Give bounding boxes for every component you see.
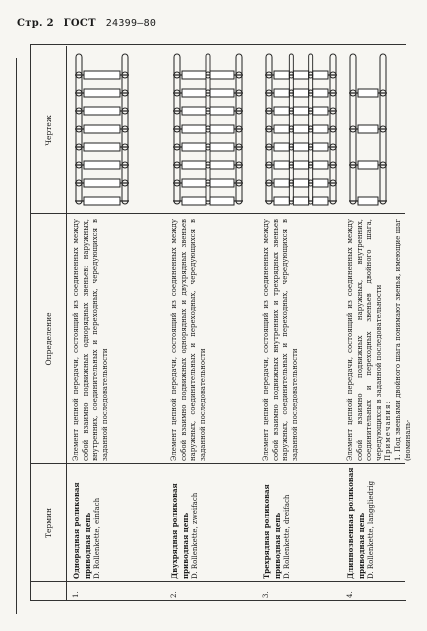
chain-roller <box>293 107 308 115</box>
header-term: Термин <box>44 507 53 539</box>
chain-roller <box>210 179 234 187</box>
chain-roller <box>274 71 289 79</box>
chain-svg <box>170 53 246 211</box>
chain-roller <box>358 89 378 97</box>
term-cell <box>346 467 377 579</box>
chain-svg <box>262 53 340 211</box>
chain-roller <box>293 89 308 97</box>
chain-roller <box>293 125 308 133</box>
term-translation: D. Rollenkette, langgliedrig <box>367 480 376 579</box>
chain-svg <box>72 53 132 211</box>
chain-roller <box>84 161 120 169</box>
chain-roller <box>84 71 120 79</box>
chain-roller <box>210 143 234 151</box>
term-translation: D. Rollenkette, dreifach <box>283 494 292 579</box>
chain-roller <box>274 107 289 115</box>
chain-roller <box>84 143 120 151</box>
definition-text: Элемент цепной передачи, состоящий из соединенных между собой взаимно подвижных однорядных звеньев: наружных, внутренних, соединительных и переходных, чередующихся в заданной последовательности <box>72 219 109 461</box>
definition-text: Элемент цепной передачи, состоящий из соединенных между собой взаимно подвижных наружных, внутренних, соединительных и переходных звеньев двойного шага, чередующихся в заданной последовательности <box>346 219 383 461</box>
chain-roller <box>313 197 328 205</box>
triple-strand-roller-chain-drawing <box>262 51 340 211</box>
chain-roller <box>182 143 206 151</box>
chain-roller <box>84 89 120 97</box>
chain-roller <box>182 107 206 115</box>
term-name: Трехрядная роликовая приводная цепь <box>262 484 282 579</box>
chain-roller <box>182 197 206 205</box>
chain-roller <box>182 89 206 97</box>
chain-roller <box>313 71 328 79</box>
chain-roller <box>313 125 328 133</box>
left-margin-rule <box>16 58 17 614</box>
page-header <box>17 18 162 29</box>
chain-roller <box>313 89 328 97</box>
chain-roller <box>84 107 120 115</box>
row-number: 2. <box>170 591 178 598</box>
chain-roller <box>84 125 120 133</box>
chain-roller <box>313 179 328 187</box>
row-number: 1. <box>72 591 80 598</box>
chain-roller <box>210 89 234 97</box>
chain-roller <box>210 197 234 205</box>
chain-roller <box>313 161 328 169</box>
long-link-roller-chain-drawing <box>346 51 390 211</box>
term-cell <box>262 467 293 579</box>
chain-roller <box>293 161 308 169</box>
header-definition: Определение <box>44 312 53 366</box>
term-name: Двухрядная роликовая приводная цепь <box>170 483 190 579</box>
chain-roller <box>293 71 308 79</box>
chain-roller <box>274 197 289 205</box>
header-drawing: Чертеж <box>44 115 53 146</box>
table-header-row <box>30 46 67 601</box>
chain-roller <box>182 71 206 79</box>
definition-text: Элемент цепной передачи, состоящий из соединенных между собой взаимно подвижных однорядных и двухрядных звеньев наружных, соединительных и переходных, чередующихся в заданной последовательности <box>170 219 207 461</box>
chain-roller <box>84 197 120 205</box>
chain-roller <box>358 197 378 205</box>
chain-roller <box>182 179 206 187</box>
chain-roller <box>293 143 308 151</box>
chain-roller <box>274 125 289 133</box>
chain-roller <box>274 161 289 169</box>
chain-roller <box>358 125 378 133</box>
definition-text: Элемент цепной передачи, состоящий из соединенных между собой взаимно подвижных внутренних и трехрядных звеньев наружных, соединительных и переходных, чередующихся в заданной последовательности <box>262 219 299 461</box>
chain-roller <box>293 179 308 187</box>
rotated-terms-table <box>30 46 412 601</box>
definition-cell <box>346 219 413 461</box>
chain-roller <box>210 71 234 79</box>
chain-svg <box>346 53 390 211</box>
chain-roller <box>358 161 378 169</box>
chain-roller <box>293 197 308 205</box>
term-translation: D. Rollenkette, zweifach <box>191 492 200 579</box>
term-name: Длиннозвенная роликовая приводная цепь <box>346 467 366 579</box>
row-number: 3. <box>262 591 270 598</box>
chain-roller <box>210 125 234 133</box>
chain-roller <box>210 107 234 115</box>
column-divider <box>30 463 405 464</box>
term-cell <box>72 467 103 579</box>
standard-label: ГОСТ <box>63 18 96 29</box>
chain-roller <box>313 107 328 115</box>
column-divider <box>30 213 405 214</box>
single-strand-roller-chain-drawing <box>72 51 132 211</box>
term-cell <box>170 467 201 579</box>
chain-roller <box>313 143 328 151</box>
term-translation: D. Rollenkette, einfach <box>93 497 102 579</box>
row-number: 4. <box>346 591 354 598</box>
chain-roller <box>84 179 120 187</box>
chain-roller <box>274 89 289 97</box>
standard-number: 24399—80 <box>105 18 157 29</box>
note-text: 1. Под звеньями двойного шага понимают звенья, имеющие шаг (номиналь- <box>393 219 412 461</box>
chain-roller <box>210 161 234 169</box>
term-name: Однорядная роликовая приводная цепь <box>72 482 92 579</box>
page-number: Стр. 2 <box>17 18 54 29</box>
chain-roller <box>274 143 289 151</box>
chain-roller <box>182 161 206 169</box>
note-title: Примечания: <box>384 400 393 461</box>
chain-roller <box>274 179 289 187</box>
chain-roller <box>182 125 206 133</box>
double-strand-roller-chain-drawing <box>170 51 246 211</box>
